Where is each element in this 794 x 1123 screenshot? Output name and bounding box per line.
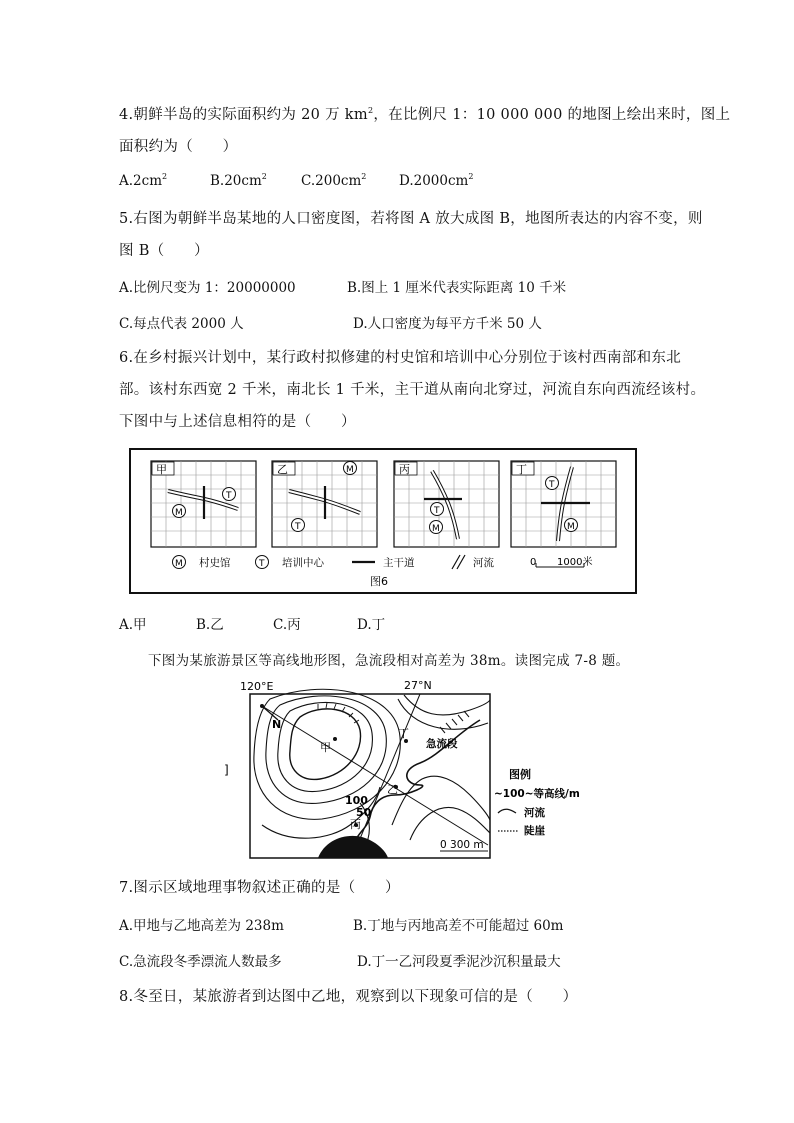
map-scale-label: 0 300 m <box>440 839 484 851</box>
panel-jia <box>151 461 256 547</box>
q6-option-c: C.丙 <box>273 617 301 633</box>
map-lon-label: 120°E <box>240 680 274 693</box>
q5-option-a: A.比例尺变为 1：20000000 <box>119 280 296 296</box>
q5-option-b: B.图上 1 厘米代表实际距离 10 千米 <box>347 280 567 296</box>
map-frame <box>250 694 490 858</box>
q4-option-a-text: A.2cm <box>119 173 162 189</box>
q4-option-c <box>301 172 366 189</box>
panel-bing-m-icon: M <box>432 524 440 534</box>
legend-t-label: 培训中心 <box>282 557 324 569</box>
q6-line2: 部。该村东西宽 2 千米，南北长 1 千米，主干道从南向北穿过，河流自东向西流经该村。 <box>119 382 706 398</box>
q4-line2: 面积约为（ ） <box>119 139 238 155</box>
panel-bing-t-icon: T <box>434 506 440 516</box>
panel-yi <box>272 461 377 547</box>
panel-jia-label: 甲 <box>156 463 167 476</box>
legend-m-label: 村史馆 <box>199 557 231 569</box>
point-jia: 甲 <box>320 741 331 754</box>
point-ding: 丁 <box>398 727 409 740</box>
q6-option-a: A.甲 <box>119 617 147 633</box>
q7-option-d: D.丁一乙河段夏季泥沙沉积量最大 <box>357 954 561 970</box>
q4-option-b <box>210 172 267 189</box>
q5-option-c: C.每点代表 2000 人 <box>119 316 244 332</box>
figure-6-village-maps <box>0 443 794 603</box>
q4-text-b: ，在比例尺 1：10 000 000 的地图上绘出来时，图上 <box>373 107 731 123</box>
panel-ding-t-icon: T <box>549 480 555 490</box>
q6-line1: 6.在乡村振兴计划中，某行政村拟修建的村史馆和培训中心分别位于该村西南部和东北 <box>119 350 682 366</box>
north-label: N <box>272 718 282 731</box>
legend-scale-zero: 0 <box>530 557 537 568</box>
contour-map <box>0 675 794 870</box>
panel-jia-m-icon: M <box>175 508 183 518</box>
q7-line1: 7.图示区域地理事物叙述正确的是（ ） <box>119 880 400 896</box>
q8-line1: 8.冬至日，某旅游者到达图中乙地，观察到以下现象可信的是（ ） <box>119 989 578 1005</box>
q6-option-b: B.乙 <box>196 617 224 633</box>
map-legend-contour: ~100~等高线/m <box>494 788 580 800</box>
panel-bing-label: 丙 <box>399 463 410 476</box>
q5-line1: 5.右图为朝鲜半岛某地的人口密度图，若将图 A 放大成图 B，地图所表达的内容不变，则 <box>119 211 703 227</box>
figure-6-caption: 图6 <box>370 575 388 588</box>
q4-line1 <box>119 103 730 124</box>
rapids-label: 急流段 <box>426 738 458 750</box>
q4-option-b-sup: 2 <box>261 172 267 181</box>
q4-text-a: 4.朝鲜半岛的实际面积约为 20 万 km <box>119 107 368 123</box>
q7-option-a: A.甲地与乙地高差为 238m <box>119 918 284 934</box>
q4-option-d <box>399 172 473 189</box>
q4-option-a-sup: 2 <box>162 172 168 181</box>
map-legend-river-icon <box>498 809 516 813</box>
q7-option-b: B.丁地与丙地高差不可能超过 60m <box>353 918 564 934</box>
legend-river-label: 河流 <box>473 557 494 569</box>
q4-option-d-sup: 2 <box>468 172 474 181</box>
legend-river-icon <box>452 555 465 569</box>
q7-option-c: C.急流段冬季漂流人数最多 <box>119 954 282 970</box>
q4-option-a <box>119 172 167 189</box>
q4-option-d-text: D.2000cm <box>399 173 469 189</box>
figure-6-legend <box>173 555 593 588</box>
q6-line3: 下图中与上述信息相符的是（ ） <box>119 414 356 430</box>
point-yi: 乙 <box>387 783 398 796</box>
map-legend-title: 图例 <box>509 768 531 781</box>
panel-ding-label: 丁 <box>516 463 527 476</box>
panel-yi-label: 乙 <box>277 463 288 476</box>
panel-ding <box>511 461 616 547</box>
legend-t-icon: T <box>259 559 265 569</box>
map-lat-label: 27°N <box>404 679 432 692</box>
legend-m-icon: M <box>175 559 183 569</box>
q4-option-c-text: C.200cm <box>301 173 362 189</box>
panel-yi-m-icon: M <box>346 465 354 475</box>
q4-superscript: 2 <box>367 106 374 115</box>
legend-scale-label: 1000米 <box>557 557 593 568</box>
panel-yi-t-icon: T <box>295 522 301 532</box>
intro-7-8: 下图为某旅游景区等高线地形图，急流段相对高差为 38m。读图完成 7-8 题。 <box>148 653 630 669</box>
map-legend-cliff: 陡崖 <box>524 825 545 837</box>
panel-bing <box>394 461 499 547</box>
contour-100-label: 100 <box>345 794 368 807</box>
q5-option-d: D.人口密度为每平方千米 50 人 <box>353 316 542 332</box>
map-legend-river: 河流 <box>524 807 545 819</box>
contour-50-label: 50 <box>356 806 372 819</box>
q6-option-d: D.丁 <box>357 617 386 633</box>
point-bing: 丙 <box>350 818 361 831</box>
q4-option-b-text: B.20cm <box>210 173 262 189</box>
q5-line2: 图 B（ ） <box>119 243 209 259</box>
q4-option-c-sup: 2 <box>361 172 367 181</box>
legend-road-label: 主干道 <box>383 557 415 569</box>
panel-ding-m-icon: M <box>567 522 575 532</box>
map-side-bracket: ] <box>224 763 229 777</box>
panel-jia-t-icon: T <box>226 491 232 501</box>
